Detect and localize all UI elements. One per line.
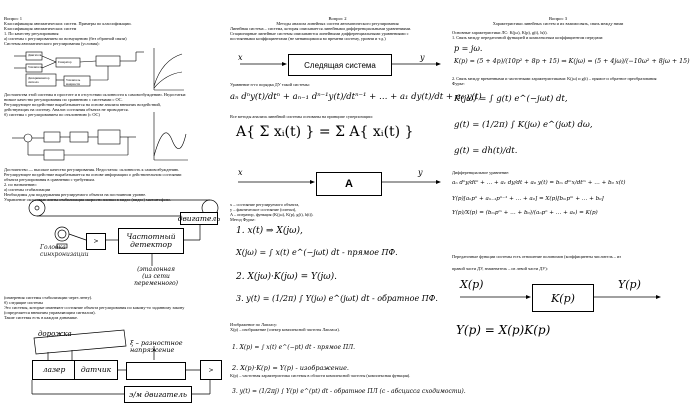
laplace-label: Изображение по Лапласу: bbox=[230, 322, 278, 327]
x-label-2: x bbox=[238, 168, 243, 177]
laser-label: лазер bbox=[42, 365, 66, 374]
ref-line: (из сети bbox=[142, 273, 170, 280]
q1-line: Классификация автоматических систем bbox=[4, 26, 77, 31]
q1-line: 2. по назначению: bbox=[4, 182, 37, 187]
diff-equation-2: Y(p)[aₙpⁿ + aₙ₋₁pⁿ⁻¹ + … + a₀] = X(p)[bₘpᵐ + … + b₀] bbox=[452, 196, 604, 202]
laplace-step-1: 1. X(p) = ∫ x(t) e^(−pt) dt - прямое ПЛ. bbox=[232, 344, 356, 351]
tracking-system-label: Следящая система bbox=[304, 60, 376, 70]
q2-def: y – фактическое состояние (сигнал), bbox=[230, 207, 297, 212]
q1-line: Управление скоростью ленты стабилизация скорости пленки в видео (видео) магнитофоне. bbox=[4, 197, 172, 202]
q3-line: Основные характеристики ЛС: K(jω), K(p), g(t), h(t). bbox=[452, 30, 548, 35]
laplace-step-3: 3. y(t) = (1/2πj) ∫ Y(p) e^(pt) dt - обратное ПЛ (c - абсцисса сходимости). bbox=[232, 388, 466, 395]
fourier-step-2: 2. X(jω)·K(jω) = Y(jω). bbox=[236, 272, 337, 282]
operator-label: A bbox=[345, 178, 353, 190]
kp-equation: K(p) = (5 + 4p)/(10p² + 8p + 15) ⇒ K(jω) = (5 + 4jω)/(−10ω² + 8jω + 15) bbox=[454, 58, 690, 65]
block-label: Усилитель мощности bbox=[66, 78, 81, 86]
freq-detector-label: Частотный bbox=[126, 232, 176, 241]
q2-def: x – состояние регулируемого объекта, bbox=[230, 202, 300, 207]
block-label: Генератор bbox=[58, 60, 72, 64]
fourier-step-1: 1. x(t) ⇒ X(jω), bbox=[236, 226, 303, 236]
amp-block-2 bbox=[200, 360, 222, 380]
ref-line: переменного) bbox=[134, 280, 178, 287]
q2-title: Методы анализа линейных систем автоматического регулирования bbox=[276, 21, 399, 26]
q1-line: (определяется внешним управляющим сигналом). bbox=[4, 310, 96, 315]
xi-line: ξ – разностное bbox=[130, 339, 183, 347]
q3-number: Вопрос 3 bbox=[548, 16, 567, 21]
question-3-column bbox=[452, 0, 690, 402]
y-label: y bbox=[420, 53, 425, 62]
de-label: Уравнение n-го порядка ДУ такой системы: bbox=[230, 82, 310, 87]
q1-line: б) следящие системы bbox=[4, 300, 43, 305]
q3-title: Характеристики линейных систем и их взаимосвязь, связь между ними bbox=[492, 21, 624, 26]
ref-line: (эталонная bbox=[137, 266, 175, 273]
em-motor-block bbox=[124, 386, 192, 403]
q2-def: Метод Фурье: bbox=[230, 217, 256, 222]
sync-head-label: Головка синхронизации bbox=[40, 244, 89, 258]
q1-laser-diagram bbox=[4, 0, 222, 402]
sensor-block bbox=[74, 360, 118, 380]
yp-label: Y(p) bbox=[618, 278, 641, 291]
gt-equation: g(t) = (1/2π) ∫ K(jω) e^(jωt) dω, bbox=[454, 120, 593, 130]
tf-text-2: правой части ДУ, знаменатель – из левой части ДУ): bbox=[452, 266, 548, 271]
summer-block bbox=[126, 362, 186, 380]
sensor-label: датчик bbox=[80, 365, 112, 374]
q1-line: Достоинства этой системы в простоте и в отсутствии склонности к самовозбуждению. Недостатки: bbox=[4, 92, 187, 97]
em-motor-label: э/м двигатель bbox=[129, 389, 187, 399]
kjw-equation: K(jω) = ∫ g(t) e^(−jωt) dt, bbox=[454, 94, 568, 104]
q1-line: Регулирующее воздействие вырабатывается на основе информации о действительном состоянии bbox=[4, 172, 182, 177]
diff-equation-1: aₙ dⁿy/dtⁿ + … + a₁ dy/dt + a₀ y(t) = bₘ dᵐx/dtᵐ + … + b₀ x(t) bbox=[452, 180, 626, 186]
x-label: x bbox=[238, 53, 243, 62]
kp-block bbox=[532, 284, 594, 312]
amplifier-symbol: > bbox=[93, 238, 99, 245]
p-jw: p = jω. bbox=[454, 44, 483, 53]
q1-line: действующих на систему. Анализ состояния объекта не проводится. bbox=[4, 107, 129, 112]
q1-line: Регулирующее воздействие вырабатывается на основе анализа внешних воздействий, bbox=[4, 102, 161, 107]
laplace-sub: X(p) – изображение (спектр комплексной частоты Лапласа). bbox=[230, 327, 340, 332]
output-equation: Y(p) = X(p)K(p) bbox=[456, 323, 551, 337]
y-label-2: y bbox=[418, 168, 423, 177]
de-equation: aₙ dⁿy(t)/dtⁿ + aₙ₋₁ dⁿ⁻¹y(t)/dtⁿ⁻¹ + … + a₁ dy(t)/dt + a₀ y(t) bbox=[230, 92, 482, 102]
superposition-equation: A{ Σ xᵢ(t) } = Σ A{ xᵢ(t) } bbox=[236, 124, 414, 140]
block-label: Двигатель bbox=[28, 53, 42, 57]
xi-line: напряжение bbox=[130, 346, 175, 354]
diff-label: Дифференциальное уравнение: bbox=[452, 170, 510, 175]
laplace-step-2b: K(p) – частотная характеристика системы в области комплексной частоты (комплексная функция). bbox=[230, 373, 411, 378]
q1-line: а) системы стабилизации bbox=[4, 187, 51, 192]
diff-voltage-label bbox=[130, 340, 183, 354]
q2-line: Линейная система – система, которая описывается линейными дифференциальными уравнениями. bbox=[230, 26, 412, 31]
q1-line: объекта регулирования в сравнении с требуемым. bbox=[4, 177, 96, 182]
fourier-step-1b: X(jω) = ∫ x(t) e^(−jωt) dt - прямое ПФ. bbox=[236, 248, 398, 257]
q1-title: Классификация автоматических систем. Примеры по классификации. bbox=[4, 21, 132, 26]
xp-label: X(p) bbox=[460, 278, 484, 291]
q1-line: Такие системы есть в каждом динамике. bbox=[4, 315, 78, 320]
gdh-equation: g(t) = dh(t)/dt. bbox=[454, 146, 518, 156]
q2-line: Стационарные линейные системы описываются линейными дифференциальными уравнениями с bbox=[230, 31, 409, 36]
q2-number: Вопрос 2 bbox=[328, 16, 347, 21]
q2-line: постоянными коэффициентами (не меняющимися во времени систему, уровни и т.д.) bbox=[230, 36, 386, 41]
q1-line: Необходимы для поддержания регулируемого объекта на постоянном уровне. bbox=[4, 192, 147, 197]
relation-2: 2. Связь между временными и частотными характеристиками: K(jω) и g(t) – прямое и обратное преобразования Фурье: bbox=[452, 76, 657, 86]
amplifier-symbol: > bbox=[208, 366, 214, 374]
q3-line: 1. Связь между передаточной функцией и комплексным коэффициентом передачи: bbox=[452, 35, 604, 40]
kp-block-label: K(p) bbox=[551, 291, 575, 305]
diff-equation-3: Y(p)/X(p) = (bₘpᵐ + … + b₀)/(aₙpⁿ + … + a₀) = K(p) bbox=[452, 210, 598, 216]
operator-block bbox=[316, 172, 382, 196]
q1-line: Достоинство — высокое качество регулирования. Недостаток: склонность к самовозбуждению. bbox=[4, 167, 180, 172]
q3-tf-diagram bbox=[452, 0, 664, 402]
block-label: Усилитель bbox=[28, 65, 43, 69]
laplace-step-2: 2. X(p)·K(p) = Y(p) - изображение. bbox=[232, 364, 349, 372]
motor-label: двигатель bbox=[177, 213, 221, 223]
q1-line: Это системы, которые изменяют состояние объекта регулирования по какому-то заданному закону bbox=[4, 305, 185, 310]
laser-block bbox=[32, 360, 76, 380]
q1-line: Системы автоматического регулирования (условия): bbox=[4, 41, 100, 46]
q1-number: Вопрос 1 bbox=[4, 16, 23, 21]
q2-def: A – оператор, функция (K(jω), K(p), g(t), h(t)). bbox=[230, 212, 314, 217]
q1-line: б) системы с регулированием по отклонению (с ОС) bbox=[4, 112, 100, 117]
tracking-system-block bbox=[288, 54, 392, 76]
question-1-column bbox=[4, 0, 222, 402]
tf-text: Передаточные функции системы есть отношение полиномов (коэффициенты числитель – из bbox=[452, 254, 621, 259]
q1-line: 1. По качеству регулирования bbox=[4, 31, 59, 36]
freq-detector-label-2: детектор bbox=[130, 240, 172, 249]
block-label: Дискриминатор сигнала bbox=[28, 76, 50, 84]
fourier-step-3: 3. y(t) = (1/2π) ∫ Y(jω) e^(jωt) dt - обратное ПФ. bbox=[236, 294, 438, 303]
q1-line: а) системы с регулированием по возмущению (без обратной связи) bbox=[4, 36, 127, 41]
q1-line: (измерения системы стабилизации через ленту). bbox=[4, 295, 93, 300]
superposition-label: Все методы анализа линейной системы основаны на принципе суперпозиции: bbox=[230, 114, 373, 119]
track-label: дорожка bbox=[38, 330, 72, 338]
q1-line: низкое качество регулирования по сравнению с системами с ОС. bbox=[4, 97, 123, 102]
